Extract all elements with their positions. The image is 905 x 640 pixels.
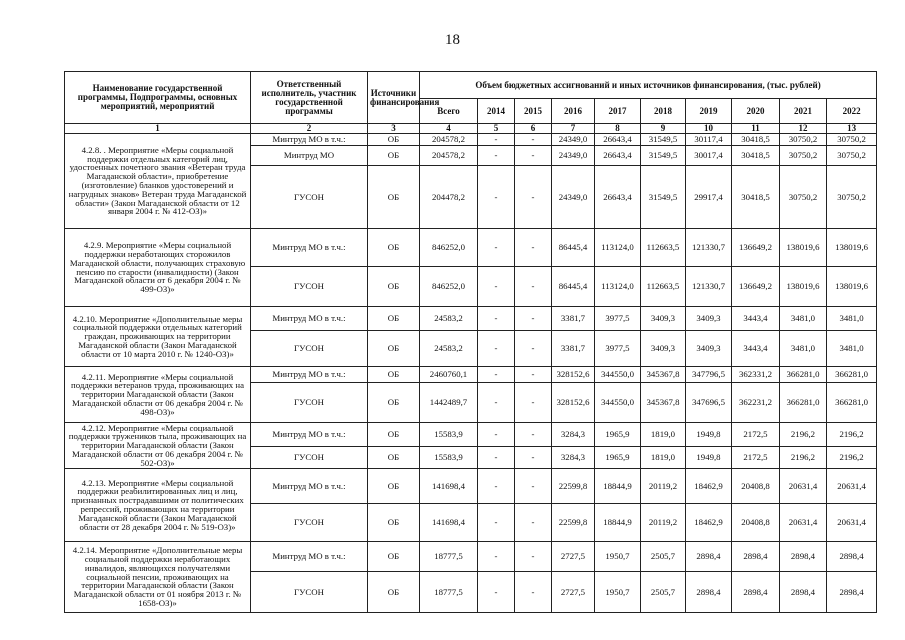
total-cell: 18777,5: [420, 572, 478, 613]
header-year-6: 2019: [686, 99, 732, 124]
year-value-cell: 30750,2: [827, 134, 877, 146]
column-number-8: 8: [595, 124, 641, 134]
header-year-9: 2022: [827, 99, 877, 124]
event-name: 4.2.14. Мероприятие «Дополнительные меры социальной поддержки неработающих инвалидов, являющихся получателями социальной пенсии, проживающих на территории Магаданской области (Закон Магаданской области от 01 ноября 2013 г. № 1658-ОЗ)»: [65, 542, 251, 613]
source-cell: ОБ: [368, 447, 420, 469]
year-value-cell: 30750,2: [780, 166, 827, 229]
year-value-cell: 22599,8: [552, 469, 595, 504]
year-value-cell: 3481,0: [780, 331, 827, 367]
year-value-cell: 136649,2: [732, 267, 780, 307]
year-value-cell: 18462,9: [686, 469, 732, 504]
year-value-cell: -: [478, 267, 515, 307]
responsible-cell: ГУСОН: [251, 166, 368, 229]
table-row: [65, 469, 877, 504]
year-value-cell: 2898,4: [780, 572, 827, 613]
column-number-1: 1: [65, 124, 251, 134]
year-value-cell: 18844,9: [595, 469, 641, 504]
year-value-cell: -: [478, 134, 515, 146]
year-value-cell: 112663,5: [641, 267, 686, 307]
event-name: 4.2.12. Мероприятие «Меры социальной поддержки тружеников тыла, проживающих на территории Магаданской области (Закон Магаданской области от 06 декабря 2004 г. № 502-ОЗ)»: [65, 423, 251, 469]
year-value-cell: 344550,0: [595, 383, 641, 423]
responsible-cell: Минтруд МО в т.ч.:: [251, 367, 368, 383]
year-value-cell: 20631,4: [780, 469, 827, 504]
year-value-cell: 2505,7: [641, 542, 686, 572]
page-number: 18: [445, 32, 460, 48]
year-value-cell: -: [515, 572, 552, 613]
source-cell: ОБ: [368, 542, 420, 572]
year-value-cell: 3977,5: [595, 307, 641, 331]
year-value-cell: 3284,3: [552, 423, 595, 447]
responsible-cell: ГУСОН: [251, 572, 368, 613]
year-value-cell: 3443,4: [732, 307, 780, 331]
year-value-cell: -: [478, 469, 515, 504]
total-cell: 846252,0: [420, 229, 478, 267]
source-cell: ОБ: [368, 134, 420, 146]
table-row: [65, 423, 877, 447]
column-number-10: 10: [686, 124, 732, 134]
year-value-cell: 86445,4: [552, 267, 595, 307]
source-cell: ОБ: [368, 383, 420, 423]
year-value-cell: 30117,4: [686, 134, 732, 146]
year-value-cell: -: [515, 447, 552, 469]
year-value-cell: 26643,4: [595, 166, 641, 229]
year-value-cell: -: [478, 331, 515, 367]
year-value-cell: 30750,2: [827, 166, 877, 229]
total-cell: 2460760,1: [420, 367, 478, 383]
responsible-cell: ГУСОН: [251, 331, 368, 367]
header-name: Наименование государственной программы, Подпрограммы, основных мероприятий, мероприятий: [65, 72, 251, 124]
year-value-cell: 121330,7: [686, 267, 732, 307]
year-value-cell: -: [515, 504, 552, 542]
source-cell: ОБ: [368, 367, 420, 383]
source-cell: ОБ: [368, 331, 420, 367]
year-value-cell: 18844,9: [595, 504, 641, 542]
year-value-cell: 22599,8: [552, 504, 595, 542]
source-cell: ОБ: [368, 166, 420, 229]
year-value-cell: -: [515, 367, 552, 383]
column-number-13: 13: [827, 124, 877, 134]
total-cell: 15583,9: [420, 447, 478, 469]
source-cell: ОБ: [368, 504, 420, 542]
year-value-cell: 31549,5: [641, 146, 686, 166]
total-cell: 24583,2: [420, 331, 478, 367]
year-value-cell: 345367,8: [641, 367, 686, 383]
year-value-cell: 138019,6: [780, 229, 827, 267]
year-value-cell: 344550,0: [595, 367, 641, 383]
year-value-cell: 29917,4: [686, 166, 732, 229]
year-value-cell: 31549,5: [641, 166, 686, 229]
year-value-cell: 113124,0: [595, 267, 641, 307]
year-value-cell: 20119,2: [641, 504, 686, 542]
year-value-cell: -: [515, 469, 552, 504]
year-value-cell: 3481,0: [780, 307, 827, 331]
year-value-cell: 3443,4: [732, 331, 780, 367]
responsible-cell: Минтруд МО в т.ч.:: [251, 134, 368, 146]
year-value-cell: 1965,9: [595, 447, 641, 469]
year-value-cell: 1819,0: [641, 447, 686, 469]
year-value-cell: 3284,3: [552, 447, 595, 469]
responsible-cell: Минтруд МО в т.ч.:: [251, 423, 368, 447]
year-value-cell: 362231,2: [732, 383, 780, 423]
year-value-cell: 3381,7: [552, 307, 595, 331]
total-cell: 1442489,7: [420, 383, 478, 423]
year-value-cell: 1950,7: [595, 542, 641, 572]
year-value-cell: -: [478, 229, 515, 267]
year-value-cell: 366281,0: [780, 367, 827, 383]
header-funding: Объем бюджетных ассигнований и иных источников финансирования, (тыс. рублей): [420, 72, 877, 99]
total-cell: 18777,5: [420, 542, 478, 572]
year-value-cell: 1819,0: [641, 423, 686, 447]
column-number-9: 9: [641, 124, 686, 134]
header-numbers-row: [65, 124, 877, 134]
responsible-cell: ГУСОН: [251, 447, 368, 469]
year-value-cell: 347696,5: [686, 383, 732, 423]
table-row: [65, 542, 877, 572]
header-year-7: 2020: [732, 99, 780, 124]
event-name: 4.2.11. Мероприятие «Меры социальной поддержки ветеранов труда, проживающих на территории Магаданской области (Закон Магаданской области от 06 декабря 2004 г. № 498-ОЗ)»: [65, 367, 251, 423]
header-year-8: 2021: [780, 99, 827, 124]
year-value-cell: -: [478, 423, 515, 447]
year-value-cell: 362331,2: [732, 367, 780, 383]
year-value-cell: 3381,7: [552, 331, 595, 367]
year-value-cell: 121330,7: [686, 229, 732, 267]
year-value-cell: 2172,5: [732, 423, 780, 447]
year-value-cell: -: [478, 447, 515, 469]
responsible-cell: Минтруд МО: [251, 146, 368, 166]
year-value-cell: 30418,5: [732, 134, 780, 146]
responsible-cell: ГУСОН: [251, 267, 368, 307]
year-value-cell: 20408,8: [732, 469, 780, 504]
year-value-cell: 3977,5: [595, 331, 641, 367]
year-value-cell: -: [478, 166, 515, 229]
total-cell: 24583,2: [420, 307, 478, 331]
year-value-cell: 30418,5: [732, 146, 780, 166]
year-value-cell: 30750,2: [780, 134, 827, 146]
year-value-cell: 2196,2: [827, 447, 877, 469]
source-cell: ОБ: [368, 572, 420, 613]
responsible-cell: Минтруд МО в т.ч.:: [251, 307, 368, 331]
event-name: 4.2.13. Мероприятие «Меры социальной поддержки реабилитированных лиц и лиц, признанных пострадавшими от политических репрессий, проживающих на территории Магаданской области (Закон Магаданской области от 28 декабря 2004 г. № 519-ОЗ)»: [65, 469, 251, 542]
year-value-cell: 1950,7: [595, 572, 641, 613]
responsible-cell: Минтруд МО в т.ч.:: [251, 542, 368, 572]
year-value-cell: -: [478, 572, 515, 613]
year-value-cell: 2172,5: [732, 447, 780, 469]
responsible-cell: ГУСОН: [251, 504, 368, 542]
year-value-cell: 30750,2: [780, 146, 827, 166]
header-responsible: Ответственный исполнитель, участник государственной программы: [251, 72, 368, 124]
total-cell: 141698,4: [420, 469, 478, 504]
header-year-1: 2014: [478, 99, 515, 124]
year-value-cell: 366281,0: [780, 383, 827, 423]
year-value-cell: 2196,2: [780, 447, 827, 469]
header-year-0: Всего: [420, 99, 478, 124]
total-cell: 846252,0: [420, 267, 478, 307]
header-source: Источники финансирования: [368, 72, 420, 124]
header-year-3: 2016: [552, 99, 595, 124]
year-value-cell: 136649,2: [732, 229, 780, 267]
year-value-cell: -: [515, 331, 552, 367]
year-value-cell: 2727,5: [552, 542, 595, 572]
source-cell: ОБ: [368, 229, 420, 267]
column-number-4: 4: [420, 124, 478, 134]
year-value-cell: 20408,8: [732, 504, 780, 542]
table-row: [65, 134, 877, 146]
year-value-cell: 2505,7: [641, 572, 686, 613]
year-value-cell: 138019,6: [780, 267, 827, 307]
year-value-cell: 113124,0: [595, 229, 641, 267]
source-cell: ОБ: [368, 307, 420, 331]
year-value-cell: -: [515, 542, 552, 572]
year-value-cell: 3481,0: [827, 307, 877, 331]
table-body: [65, 134, 877, 613]
year-value-cell: 2727,5: [552, 572, 595, 613]
year-value-cell: 18462,9: [686, 504, 732, 542]
year-value-cell: 2898,4: [827, 542, 877, 572]
header-year-5: 2018: [641, 99, 686, 124]
total-cell: 204578,2: [420, 146, 478, 166]
year-value-cell: -: [515, 146, 552, 166]
year-value-cell: 24349,0: [552, 146, 595, 166]
year-value-cell: 2898,4: [732, 542, 780, 572]
year-value-cell: 1949,8: [686, 423, 732, 447]
year-value-cell: 26643,4: [595, 134, 641, 146]
year-value-cell: 20631,4: [827, 504, 877, 542]
year-value-cell: 3409,3: [641, 331, 686, 367]
year-value-cell: -: [478, 307, 515, 331]
year-value-cell: 2196,2: [827, 423, 877, 447]
year-value-cell: -: [515, 383, 552, 423]
year-value-cell: -: [515, 229, 552, 267]
year-value-cell: 3409,3: [686, 331, 732, 367]
table-row: [65, 367, 877, 383]
year-value-cell: 20631,4: [780, 504, 827, 542]
year-value-cell: 3409,3: [686, 307, 732, 331]
year-value-cell: 3409,3: [641, 307, 686, 331]
column-number-7: 7: [552, 124, 595, 134]
responsible-cell: Минтруд МО в т.ч.:: [251, 229, 368, 267]
budget-table: [64, 71, 877, 613]
column-number-6: 6: [515, 124, 552, 134]
total-cell: 204578,2: [420, 134, 478, 146]
header-year-2: 2015: [515, 99, 552, 124]
year-value-cell: 2196,2: [780, 423, 827, 447]
event-name: 4.2.9. Мероприятие «Меры социальной поддержки неработающих сторожилов Магаданской области, получающих страховую пенсию по старости (инвалидности) (Закон Магаданской области от 6 декабря 2004 г. № 499-ОЗ)»: [65, 229, 251, 307]
year-value-cell: 112663,5: [641, 229, 686, 267]
year-value-cell: 2898,4: [732, 572, 780, 613]
year-value-cell: -: [515, 307, 552, 331]
column-number-2: 2: [251, 124, 368, 134]
year-value-cell: 2898,4: [686, 572, 732, 613]
year-value-cell: 138019,6: [827, 267, 877, 307]
event-name: 4.2.8. . Мероприятие «Меры социальной поддержки отдельных категорий лиц, удостоенных почетного звания «Ветеран труда Магаданской области», приобретение (изготовление) бланков удостоверений и нагрудных знаков» Ветеран труда Магаданской области» (Закон Магаданской области от 12 января 2004 г. № 412-ОЗ)»: [65, 134, 251, 229]
column-number-3: 3: [368, 124, 420, 134]
event-name: 4.2.10. Мероприятие «Дополнительные меры социальной поддержки отдельных категорий граждан, проживающих на территории Магаданской области (Закон Магаданской области от 10 марта 2010 г. № 1240-ОЗ)»: [65, 307, 251, 367]
year-value-cell: -: [478, 383, 515, 423]
year-value-cell: 347796,5: [686, 367, 732, 383]
year-value-cell: -: [478, 146, 515, 166]
year-value-cell: 328152,6: [552, 367, 595, 383]
year-value-cell: 345367,8: [641, 383, 686, 423]
responsible-cell: Минтруд МО в т.ч.:: [251, 469, 368, 504]
year-value-cell: 20631,4: [827, 469, 877, 504]
year-value-cell: 138019,6: [827, 229, 877, 267]
year-value-cell: -: [515, 423, 552, 447]
year-value-cell: 30418,5: [732, 166, 780, 229]
table-row: [65, 307, 877, 331]
year-value-cell: 328152,6: [552, 383, 595, 423]
year-value-cell: -: [478, 367, 515, 383]
year-value-cell: -: [515, 267, 552, 307]
year-value-cell: 3481,0: [827, 331, 877, 367]
year-value-cell: 24349,0: [552, 134, 595, 146]
year-value-cell: 1949,8: [686, 447, 732, 469]
total-cell: 204478,2: [420, 166, 478, 229]
source-cell: ОБ: [368, 423, 420, 447]
table-row: [65, 229, 877, 267]
year-value-cell: 24349,0: [552, 166, 595, 229]
year-value-cell: 86445,4: [552, 229, 595, 267]
year-value-cell: 366281,0: [827, 367, 877, 383]
responsible-cell: ГУСОН: [251, 383, 368, 423]
year-value-cell: -: [515, 166, 552, 229]
total-cell: 141698,4: [420, 504, 478, 542]
total-cell: 15583,9: [420, 423, 478, 447]
column-number-12: 12: [780, 124, 827, 134]
column-number-11: 11: [732, 124, 780, 134]
year-value-cell: 30017,4: [686, 146, 732, 166]
table-header: [65, 72, 877, 134]
year-value-cell: -: [478, 542, 515, 572]
year-value-cell: 366281,0: [827, 383, 877, 423]
year-value-cell: 2898,4: [827, 572, 877, 613]
source-cell: ОБ: [368, 146, 420, 166]
year-value-cell: 20119,2: [641, 469, 686, 504]
year-value-cell: 26643,4: [595, 146, 641, 166]
column-number-5: 5: [478, 124, 515, 134]
year-value-cell: 2898,4: [686, 542, 732, 572]
year-value-cell: -: [515, 134, 552, 146]
source-cell: ОБ: [368, 469, 420, 504]
year-value-cell: 1965,9: [595, 423, 641, 447]
year-value-cell: 2898,4: [780, 542, 827, 572]
year-value-cell: 30750,2: [827, 146, 877, 166]
year-value-cell: 31549,5: [641, 134, 686, 146]
year-value-cell: -: [478, 504, 515, 542]
header-year-4: 2017: [595, 99, 641, 124]
source-cell: ОБ: [368, 267, 420, 307]
